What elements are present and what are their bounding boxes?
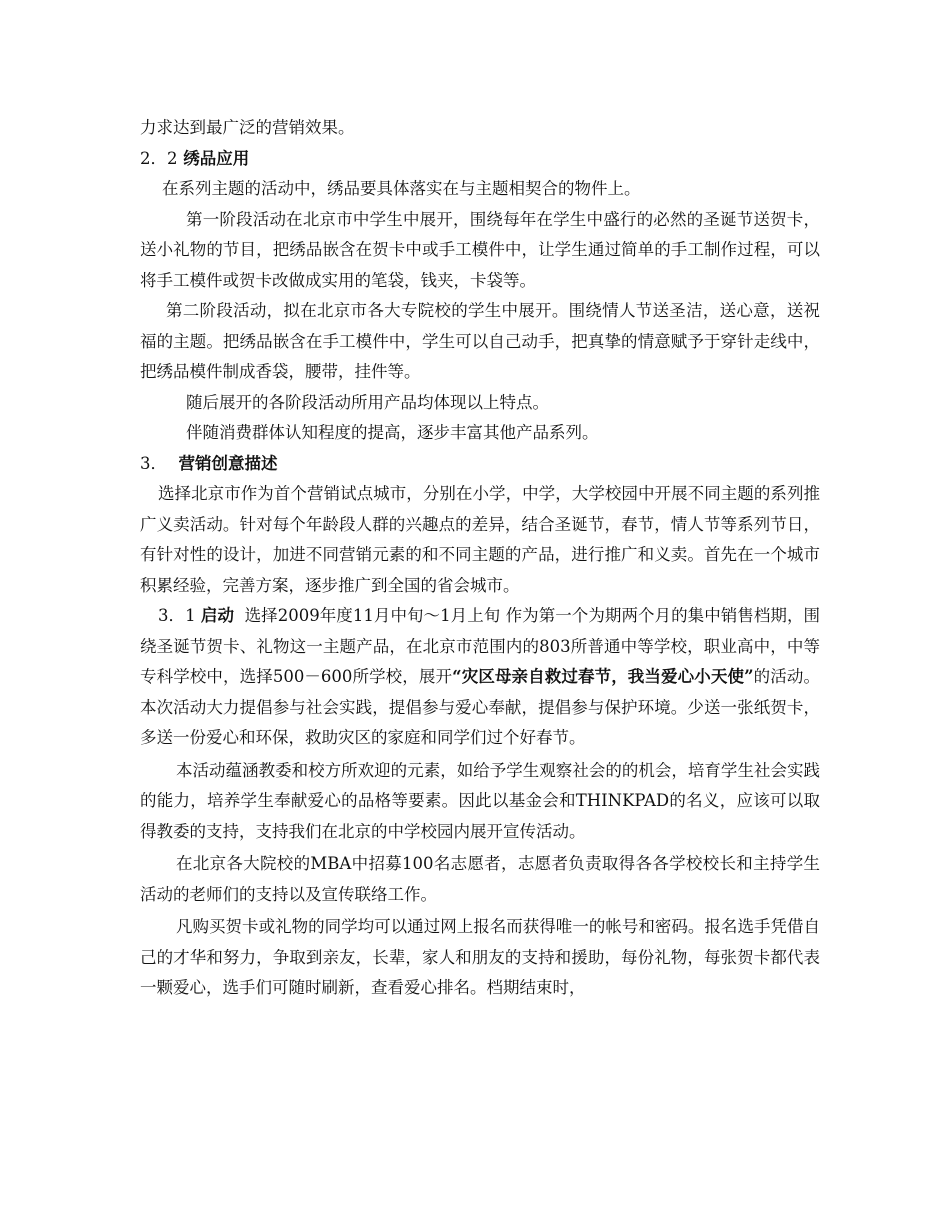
paragraph-2-2-e: 伴随消费群体认知程度的提高，逐步丰富其他产品系列。	[186, 423, 599, 442]
heading-2-2-number: 2．2	[140, 148, 178, 168]
paragraph-3-1-d: 凡购买贺卡或礼物的同学均可以通过网上报名而获得唯一的帐号和密码。报名选手凭借自己的才华和努力，争取到亲友，长辈，家人和朋友的支持和援助，每份礼物，每张贺卡都代表一颗爱心，选手们可随时刷新，查看爱心排名。档期结束时，	[140, 917, 820, 997]
paragraph-3-a: 选择北京市作为首个营销试点城市，分别在小学，中学，大学校园中开展不同主题的系列推广义卖活动。针对每个年龄段人群的兴趣点的差异，结合圣诞节，春节，情人节等系列节日，有针对性的设计，加进不同营销元素的和不同主题的产品，进行推广和义卖。首先在一个城市积累经验，完善方案，逐步推广到全国的省会城市。	[140, 484, 820, 595]
paragraph-3-1-b: 本活动蕴涵教委和校方所欢迎的元素，如给予学生观察社会的的机会，培育学生社会实践的能力，培养学生奉献爱心的品格等要素。因此以基金会和THINKPAD的名义，应该可以取得教委的支持，支持我们在北京的中学校园内展开宣传活动。	[140, 760, 820, 841]
paragraph-2-2-d: 随后展开的各阶段活动所用产品均体现以上特点。	[186, 392, 549, 412]
heading-3-1-number: 3．1	[158, 606, 196, 625]
heading-3-title: 营销创意描述	[178, 453, 278, 473]
campaign-slogan: “灾区母亲自救过春节，我当爱心小天使”	[452, 667, 754, 686]
heading-2-2-title: 绣品应用	[183, 148, 250, 168]
heading-3	[140, 449, 820, 480]
document-page	[140, 113, 820, 1004]
paragraph-3-1-a	[140, 601, 820, 754]
heading-3-number: 3．	[140, 453, 167, 473]
paragraph-3-1-a-text: 选择2009年度11月中旬～1月上旬 作为第一个为期两个月的集中销售档期，围绕圣诞节贺卡、礼物这一主题产品，在北京市范围内的803所普通中等学校，职业高中，中等专科学校中，选择500－600所学校，展开	[140, 606, 821, 686]
heading-3-1-title: 启动	[200, 606, 235, 625]
paragraph-2-2-a: 在系列主题的活动中，绣品要具体落实在与主题相契合的物件上。	[162, 179, 641, 198]
heading-2-2	[140, 144, 820, 175]
paragraph-intro: 力求达到最广泛的营销效果。	[140, 118, 355, 137]
paragraph-2-2-b: 第一阶段活动在北京市中学生中展开，围绕每年在学生中盛行的必然的圣诞节送贺卡，送小礼物的节目，把绣品嵌含在贺卡中或手工模件中，让学生通过简单的手工制作过程，可以将手工模件或贺卡改做成实用的笔袋，钱夹，卡袋等。	[140, 209, 820, 290]
paragraph-3-1-a-tail: 的活动。本次活动大力提倡参与社会实践，提倡参与爱心奉献，提倡参与保护环境。少送一张纸贺卡，多送一份爱心和环保，救助灾区的家庭和同学们过个好春节。	[140, 667, 820, 747]
paragraph-3-1-c: 在北京各大院校的MBA中招募100名志愿者，志愿者负责取得各各学校校长和主持学生活动的老师们的支持以及宣传联络工作。	[140, 854, 820, 904]
paragraph-2-2-c: 第二阶段活动，拟在北京市各大专院校的学生中展开。围绕情人节送圣洁，送心意，送祝福的主题。把绣品嵌含在手工模件中，学生可以自己动手，把真挚的情意赋予于穿针走线中，把绣品模件制成香袋，腰带，挂件等。	[140, 301, 820, 381]
